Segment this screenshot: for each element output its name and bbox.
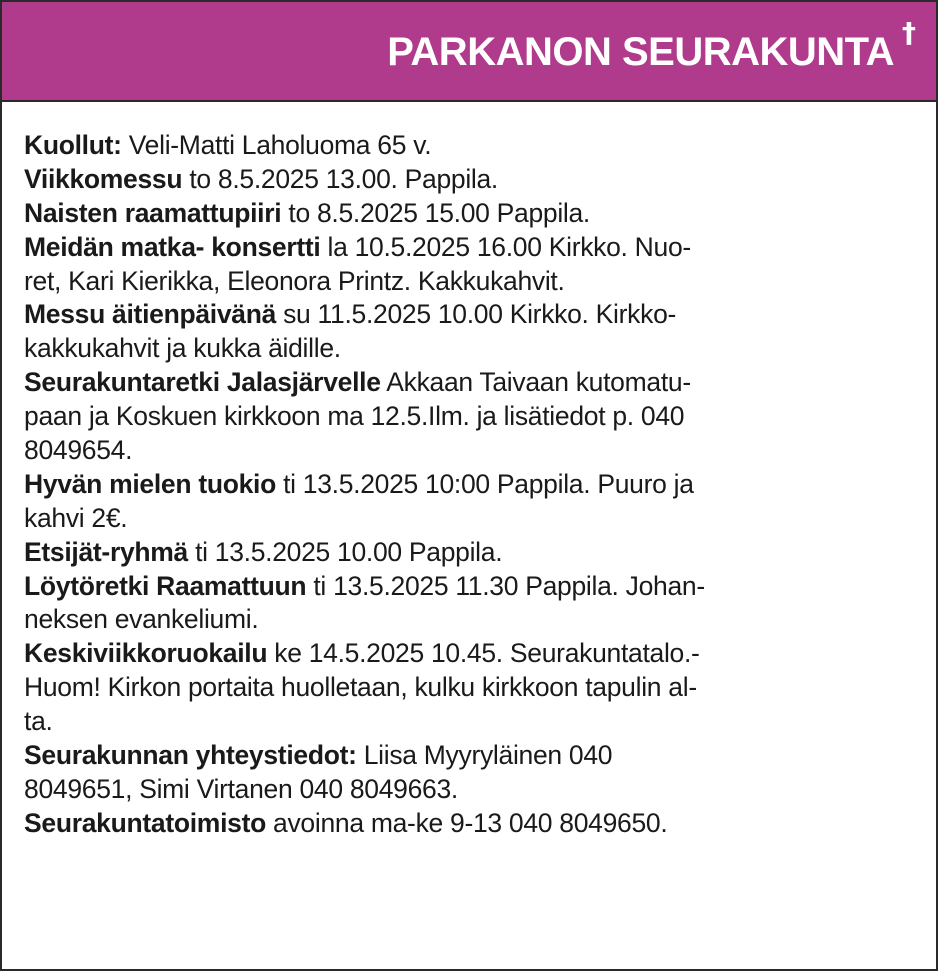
notice-line: Naisten raamattupiiri to 8.5.2025 15.00 Pappila. bbox=[24, 197, 590, 228]
notice-line: Etsijät-ryhmä ti 13.5.2025 10.00 Pappila. bbox=[24, 536, 503, 567]
header-title: PARKANON SEURAKUNTA bbox=[387, 30, 894, 74]
header-banner bbox=[2, 2, 936, 102]
notice-line: ta. bbox=[24, 706, 53, 737]
cross-icon: † bbox=[902, 16, 916, 49]
notice-line: Seurakuntatoimisto avoinna ma-ke 9-13 040 8049650. bbox=[24, 807, 668, 838]
notice-line: Viikkomessu to 8.5.2025 13.00. Pappila. bbox=[24, 163, 498, 194]
notice-line: ret, Kari Kierikka, Eleonora Printz. Kakkukahvit. bbox=[24, 265, 565, 296]
notice-line: kakkukahvit ja kukka äidille. bbox=[24, 333, 341, 364]
notice-line: Huom! Kirkon portaita huolletaan, kulku kirkkoon tapulin al- bbox=[24, 672, 697, 703]
notice-line: kahvi 2€. bbox=[24, 502, 128, 533]
notice-line: Kuollut: Veli-Matti Laholuoma 65 v. bbox=[24, 130, 432, 160]
notice-line: Seurakunnan yhteystiedot: Liisa Myyryläinen 040 bbox=[24, 740, 613, 771]
notice-line: paan ja Koskuen kirkkoon ma 12.5.Ilm. ja lisätiedot p. 040 bbox=[24, 401, 685, 432]
notice-line: Keskiviikkoruokailu ke 14.5.2025 10.45. Seurakuntatalo.- bbox=[24, 638, 700, 669]
notice-body bbox=[24, 129, 904, 841]
notice-line: Messu äitienpäivänä su 11.5.2025 10.00 Kirkko. Kirkko- bbox=[24, 299, 677, 330]
notice-line: Meidän matka- konsertti la 10.5.2025 16.00 Kirkko. Nuo- bbox=[24, 231, 691, 262]
notice-line: 8049651, Simi Virtanen 040 8049663. bbox=[24, 773, 458, 804]
notice-line: Hyvän mielen tuokio ti 13.5.2025 10:00 Pappila. Puuro ja bbox=[24, 468, 694, 499]
notice-line: Seurakuntaretki Jalasjärvelle Akkaan Taivaan kutomatu- bbox=[24, 367, 691, 398]
notice-line: neksen evankeliumi. bbox=[24, 604, 259, 635]
notice-line: 8049654. bbox=[24, 435, 133, 466]
notice-line: Löytöretki Raamattuun ti 13.5.2025 11.30 Pappila. Johan- bbox=[24, 570, 705, 601]
